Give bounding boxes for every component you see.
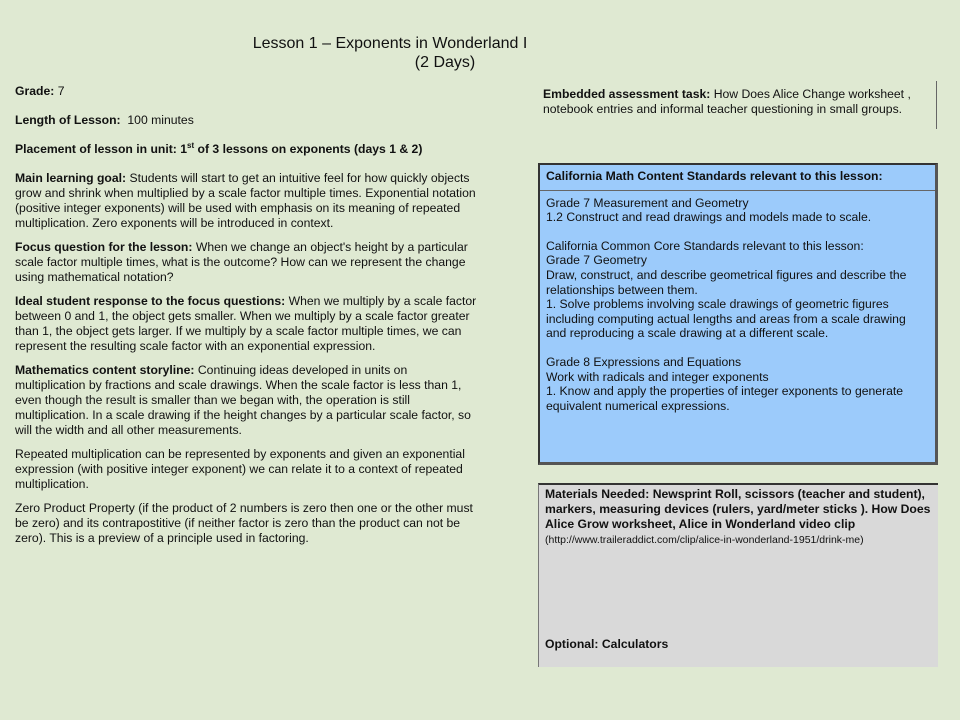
zero-product-paragraph: Zero Product Property (if the product of 2 numbers is zero then one or the other must be zero) and its contrapostitive (if neither factor is zero than the product can not be zero). This is a preview of a principle used in factoring. — [15, 501, 473, 545]
focus-text: When we change an object's height by a particular scale factor multiple times, what is the outcome? How can we represent the change using mathematical notation? — [15, 240, 468, 284]
length-value: 100 minutes — [127, 113, 194, 127]
g8-title: Grade 8 Expressions and Equations — [546, 354, 742, 369]
lesson-title — [0, 34, 780, 72]
ideal-text: When we multiply by a scale factor between 0 and 1, the object gets smaller. When we multiply by a scale factor greater than 1, the object gets larger. If we multiply by a scale factor multiple times, we can represent the resulting scale factor with an exponential expression. — [15, 294, 477, 353]
placement-line — [15, 142, 477, 157]
optional-line: Optional: Calculators — [545, 637, 669, 651]
focus-paragraph — [15, 240, 477, 285]
cc-grade: Grade 7 Geometry — [546, 253, 647, 268]
placement-rest: of 3 lessons on exponents (days 1 & 2) — [194, 142, 423, 156]
ideal-paragraph — [15, 294, 477, 354]
embedded-assessment — [543, 87, 938, 117]
focus-label: Focus question for the lesson: — [15, 240, 193, 254]
cc-item: 1. Solve problems involving scale drawings of geometric figures including computing actual lengths and areas from a scale drawing and reproducing a scale drawing at a different scale. — [546, 297, 906, 341]
g8-desc: Work with radicals and integer exponents — [546, 369, 769, 384]
standards-heading: California Math Content Standards relevant to this lesson: — [540, 169, 935, 191]
standards-box — [538, 163, 938, 465]
storyline-text: Continuing ideas developed in units on multiplication by fractions and scale drawings. When the scale factor is less than 1, even though the result is smaller than we began with, the operation is still multiplication. In a scale drawing if the height changes by a particular scale factor, so will the width and all other measurements. — [15, 363, 471, 437]
materials-url: (http://www.traileraddict.com/clip/alice-in-wonderland-1951/drink-me) — [545, 534, 864, 546]
g7-item: 1.2 Construct and read drawings and models made to scale. — [546, 210, 872, 225]
goal-paragraph — [15, 171, 477, 231]
embedded-label: Embedded assessment task: — [543, 87, 711, 101]
goal-text: Students will start to get an intuitive feel for how quickly objects grow and shrink when multiplied by a scale factor multiple times. Exponential notation (positive integer exponents) will be used with emphasis on its meaning of repeated multiplication. Zero exponents will be introduced in context. — [15, 171, 476, 230]
grade-line — [15, 84, 477, 99]
embedded-text: How Does Alice Change worksheet , notebook entries and informal teacher questioning in small groups. — [543, 87, 911, 116]
g7-title: Grade 7 Measurement and Geometry — [546, 195, 749, 210]
placement-sup: st — [187, 140, 195, 150]
title-line-1: Lesson 1 – Exponents in Wonderland I — [252, 35, 528, 52]
grade-label: Grade: — [15, 84, 55, 98]
grade-value: 7 — [57, 84, 65, 98]
goal-label: Main learning goal: — [15, 171, 127, 185]
cc-title: California Common Core Standards relevant to this lesson: — [546, 238, 864, 253]
materials-box — [538, 483, 938, 667]
materials-text: Materials Needed: Newsprint Roll, scissors (teacher and student), markers, measuring devices (rulers, yard/meter sticks ). How Does Alice Grow worksheet, Alice in Wonderland video clip — [545, 487, 931, 531]
placement-text: Placement of lesson in unit: 1 — [15, 142, 188, 156]
repeated-paragraph: Repeated multiplication can be represented by exponents and given an exponential expression (with positive integer exponent) we can relate it to a context of repeated multiplication. — [15, 447, 465, 491]
lesson-details-column — [15, 84, 477, 555]
cc-desc: Draw, construct, and describe geometrical figures and describe the relationships between them. — [546, 267, 907, 297]
storyline-label: Mathematics content storyline: — [15, 363, 195, 377]
title-line-2: (2 Days) — [414, 54, 476, 71]
ideal-label: Ideal student response to the focus questions: — [15, 294, 286, 308]
length-label: Length of Lesson: — [15, 113, 121, 127]
length-line — [15, 113, 477, 128]
g8-item: 1. Know and apply the properties of integer exponents to generate equivalent numerical expressions. — [546, 384, 904, 413]
storyline-paragraph — [15, 363, 477, 438]
